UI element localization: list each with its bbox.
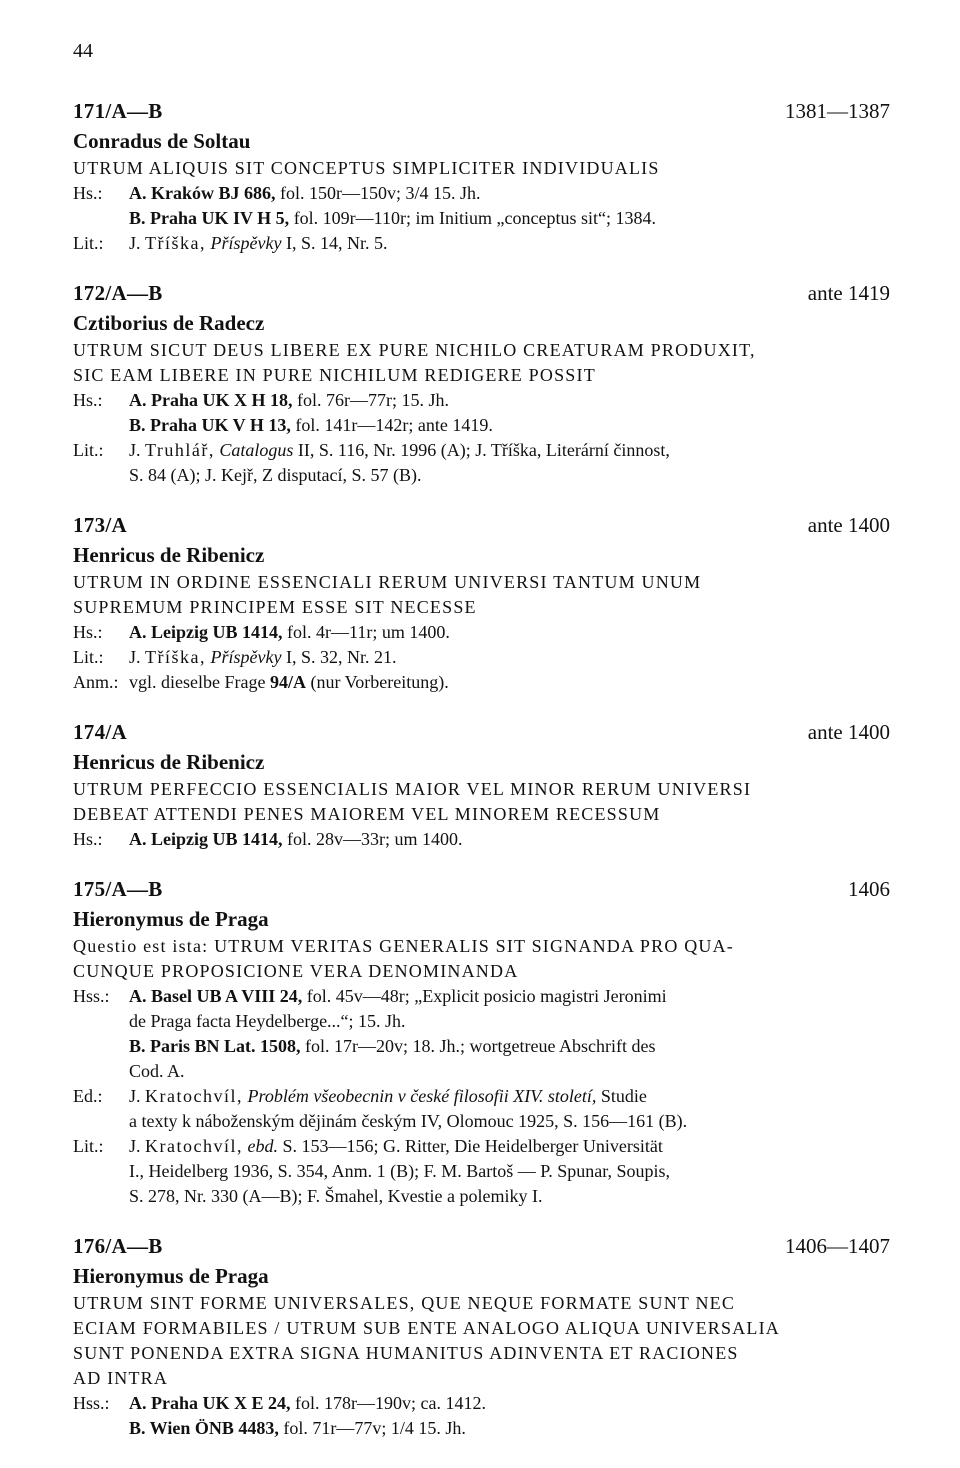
question-line: CUNQUE PROPOSICIONE VERA DENOMINANDA — [73, 961, 519, 981]
reference-text: Cod. A. — [129, 1061, 185, 1081]
manuscript-signature: A. Kraków BJ 686, — [129, 183, 276, 203]
work-title: Catalogus — [214, 440, 294, 460]
entry-date: 1406 — [848, 877, 890, 901]
entry-number: 173/A — [73, 513, 127, 537]
reference-lines — [129, 620, 890, 645]
reference-text: fol. 109r—110r; im Initium „conceptus sit“; 1384. — [289, 208, 656, 228]
reference-line — [129, 1084, 890, 1109]
reference-text: S. 153—156; G. Ritter, Die Heidelberger Universität — [278, 1136, 663, 1156]
entry-author: Cztiborius de Radecz — [73, 311, 265, 335]
reference-text: S. 84 (A); J. Kejř, Z disputací, S. 57 (B). — [129, 465, 422, 485]
entry-number: 172/A—B — [73, 281, 163, 305]
reference-line — [129, 1184, 890, 1209]
reference-line — [129, 388, 890, 413]
work-title: ebd. — [243, 1136, 278, 1156]
reference-label: Lit.: — [73, 1136, 104, 1156]
work-title: Příspěvky — [206, 233, 282, 253]
question-line: UTRUM PERFECCIO ESSENCIALIS MAIOR VEL MINOR RERUM UNIVERSI — [73, 779, 752, 799]
question-line: AD INTRA — [73, 1368, 169, 1388]
entry-header — [73, 1231, 890, 1261]
author-name: Tříška, — [145, 233, 206, 253]
reference-line — [129, 463, 890, 488]
reference-lines — [129, 1134, 890, 1209]
reference-prefix: J. — [129, 233, 146, 253]
reference-label: Lit.: — [73, 647, 104, 667]
entry-number: 175/A—B — [73, 877, 163, 901]
entry-date: 1381—1387 — [785, 99, 890, 123]
catalogue-entry — [73, 874, 890, 1209]
question-line: Questio est ista: UTRUM VERITAS GENERALIS SIT SIGNANDA PRO QUA- — [73, 936, 735, 956]
reference-line — [129, 206, 890, 231]
question-title — [73, 1291, 890, 1391]
manuscript-signature: A. Leipzig UB 1414, — [129, 829, 283, 849]
reference-line — [129, 645, 890, 670]
reference-block — [73, 645, 890, 670]
reference-line — [129, 984, 890, 1009]
reference-line — [129, 1159, 890, 1184]
reference-line — [129, 1109, 890, 1134]
reference-label: Lit.: — [73, 233, 104, 253]
reference-label: Lit.: — [73, 440, 104, 460]
entry-author: Hieronymus de Praga — [73, 907, 269, 931]
question-line: UTRUM ALIQUIS SIT CONCEPTUS SIMPLICITER INDIVIDUALIS — [73, 158, 660, 178]
reference-line — [129, 413, 890, 438]
manuscript-signature: B. Praha UK V H 13, — [129, 415, 291, 435]
manuscript-signature: 94/A — [269, 672, 306, 692]
reference-lines — [129, 388, 890, 438]
reference-line — [129, 1416, 890, 1441]
reference-prefix: J. — [129, 1086, 146, 1106]
catalogue-entry — [73, 96, 890, 256]
reference-block — [73, 1084, 890, 1134]
entry-header — [73, 510, 890, 540]
question-line: UTRUM IN ORDINE ESSENCIALI RERUM UNIVERSI TANTUM UNUM — [73, 572, 702, 592]
manuscript-signature: A. Leipzig UB 1414, — [129, 622, 283, 642]
reference-lines — [129, 181, 890, 231]
entry-date: ante 1400 — [807, 513, 890, 537]
reference-lines — [129, 231, 890, 256]
reference-prefix: J. — [129, 1136, 146, 1156]
reference-text: fol. 150r—150v; 3/4 15. Jh. — [275, 183, 481, 203]
reference-text: fol. 45v—48r; „Explicit posicio magistri Jeronimi — [302, 986, 667, 1006]
entry-header — [73, 96, 890, 126]
reference-block — [73, 438, 890, 488]
question-title — [73, 570, 890, 620]
question-title — [73, 156, 890, 181]
catalogue-entry — [73, 1231, 890, 1441]
reference-text: de Praga facta Heydelberge...“; 15. Jh. — [129, 1011, 406, 1031]
reference-lines — [129, 1391, 890, 1441]
reference-text: II, S. 116, Nr. 1996 (A); J. Tříška, Literární činnost, — [293, 440, 670, 460]
entry-header — [73, 717, 890, 747]
manuscript-signature: A. Basel UB A VIII 24, — [129, 986, 303, 1006]
reference-block — [73, 984, 890, 1084]
question-title — [73, 338, 890, 388]
reference-prefix: vgl. dieselbe Frage — [129, 672, 270, 692]
reference-label: Ed.: — [73, 1086, 103, 1106]
work-title: Problém všeobecnin v české filosofii XIV. století, — [243, 1086, 597, 1106]
work-title: Příspěvky — [206, 647, 282, 667]
catalogue-entry — [73, 510, 890, 695]
manuscript-signature: A. Praha UK X E 24, — [129, 1393, 291, 1413]
entry-date: 1406—1407 — [785, 1234, 890, 1258]
question-line: SUNT PONENDA EXTRA SIGNA HUMANITUS ADINVENTA ET RACIONES — [73, 1343, 739, 1363]
catalogue-entry — [73, 717, 890, 852]
reference-block — [73, 1134, 890, 1209]
entry-author: Conradus de Soltau — [73, 129, 251, 153]
manuscript-signature: B. Wien ÖNB 4483, — [129, 1418, 279, 1438]
question-line: SIC EAM LIBERE IN PURE NICHILUM REDIGERE POSSIT — [73, 365, 596, 385]
reference-line — [129, 1391, 890, 1416]
entry-author: Henricus de Ribenicz — [73, 543, 265, 567]
reference-block — [73, 181, 890, 231]
reference-text: fol. 141r—142r; ante 1419. — [290, 415, 493, 435]
reference-line — [129, 438, 890, 463]
reference-label: Hs.: — [73, 183, 103, 203]
catalogue-entries — [73, 96, 890, 1463]
reference-text: I, S. 14, Nr. 5. — [281, 233, 388, 253]
reference-text: fol. 178r—190v; ca. 1412. — [290, 1393, 486, 1413]
question-line: ECIAM FORMABILES / UTRUM SUB ENTE ANALOGO ALIQUA UNIVERSALIA — [73, 1318, 781, 1338]
author-name: Truhlář, — [145, 440, 215, 460]
reference-text: a texty k náboženským dějinám českým IV, Olomouc 1925, S. 156—161 (B). — [129, 1111, 688, 1131]
reference-text: fol. 28v—33r; um 1400. — [282, 829, 463, 849]
entry-number: 174/A — [73, 720, 127, 744]
reference-line — [129, 181, 890, 206]
question-line: SUPREMUM PRINCIPEM ESSE SIT NECESSE — [73, 597, 477, 617]
reference-line — [129, 1034, 890, 1059]
author-name: Kratochvíl, — [145, 1086, 243, 1106]
reference-text: Studie — [596, 1086, 647, 1106]
reference-label: Hs.: — [73, 622, 103, 642]
reference-lines — [129, 438, 890, 488]
page-number: 44 — [73, 40, 93, 62]
entry-number: 176/A—B — [73, 1234, 163, 1258]
reference-line — [129, 1134, 890, 1159]
reference-line — [129, 620, 890, 645]
reference-block — [73, 1391, 890, 1441]
question-title — [73, 934, 890, 984]
reference-lines — [129, 670, 890, 695]
reference-text: fol. 71r—77v; 1/4 15. Jh. — [278, 1418, 466, 1438]
reference-label: Anm.: — [73, 672, 119, 692]
entry-author: Hieronymus de Praga — [73, 1264, 269, 1288]
author-name: Kratochvíl, — [145, 1136, 243, 1156]
reference-label: Hss.: — [73, 1393, 110, 1413]
reference-text: fol. 4r—11r; um 1400. — [282, 622, 450, 642]
question-line: UTRUM SICUT DEUS LIBERE EX PURE NICHILO CREATURAM PRODUXIT, — [73, 340, 756, 360]
reference-prefix: J. — [129, 440, 146, 460]
question-line: UTRUM SINT FORME UNIVERSALES, QUE NEQUE FORMATE SUNT NEC — [73, 1293, 736, 1313]
reference-text: I, S. 32, Nr. 21. — [281, 647, 397, 667]
reference-lines — [129, 827, 890, 852]
reference-line — [129, 670, 890, 695]
entry-number: 171/A—B — [73, 99, 163, 123]
catalogue-entry — [73, 278, 890, 488]
reference-label: Hss.: — [73, 986, 110, 1006]
reference-text: (nur Vorbereitung). — [305, 672, 449, 692]
reference-lines — [129, 984, 890, 1084]
entry-author: Henricus de Ribenicz — [73, 750, 265, 774]
reference-line — [129, 1059, 890, 1084]
reference-block — [73, 388, 890, 438]
reference-text: S. 278, Nr. 330 (A—B); F. Šmahel, Kvestie a polemiky I. — [129, 1186, 543, 1206]
entry-header — [73, 874, 890, 904]
reference-block — [73, 231, 890, 256]
entry-date: ante 1400 — [807, 720, 890, 744]
reference-block — [73, 670, 890, 695]
reference-text: fol. 17r—20v; 18. Jh.; wortgetreue Abschrift des — [300, 1036, 656, 1056]
entry-header — [73, 278, 890, 308]
reference-lines — [129, 1084, 890, 1134]
reference-prefix: J. — [129, 647, 146, 667]
manuscript-signature: A. Praha UK X H 18, — [129, 390, 293, 410]
reference-line — [129, 231, 890, 256]
reference-text: I., Heidelberg 1936, S. 354, Anm. 1 (B); F. M. Bartoš — P. Spunar, Soupis, — [129, 1161, 671, 1181]
reference-line — [129, 1009, 890, 1034]
reference-block — [73, 827, 890, 852]
reference-label: Hs.: — [73, 390, 103, 410]
question-title — [73, 777, 890, 827]
reference-label: Hs.: — [73, 829, 103, 849]
reference-lines — [129, 645, 890, 670]
author-name: Tříška, — [145, 647, 206, 667]
entry-date: ante 1419 — [807, 281, 890, 305]
manuscript-signature: B. Paris BN Lat. 1508, — [129, 1036, 301, 1056]
reference-line — [129, 827, 890, 852]
manuscript-signature: B. Praha UK IV H 5, — [129, 208, 290, 228]
question-line: DEBEAT ATTENDI PENES MAIOREM VEL MINOREM RECESSUM — [73, 804, 661, 824]
reference-block — [73, 620, 890, 645]
reference-text: fol. 76r—77r; 15. Jh. — [292, 390, 449, 410]
